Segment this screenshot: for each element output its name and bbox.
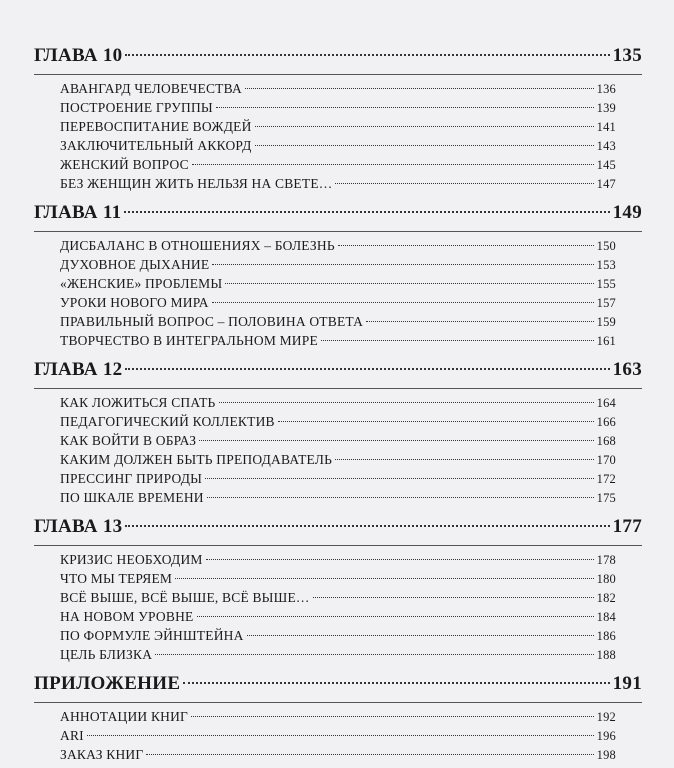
toc-entry — [34, 117, 616, 136]
dot-leader — [146, 754, 593, 755]
toc-entry — [34, 707, 616, 726]
entry-page-number: 172 — [596, 472, 616, 486]
toc-entry — [34, 255, 616, 274]
entry-title: ДИСБАЛАНС В ОТНОШЕНИЯХ – БОЛЕЗНЬ — [60, 238, 335, 253]
toc-entry — [34, 393, 616, 412]
entry-list — [34, 232, 642, 354]
dot-leader — [125, 525, 609, 527]
dot-leader — [247, 635, 594, 636]
chapter-heading — [34, 668, 642, 700]
entry-page-number: 161 — [596, 334, 616, 348]
toc-entry — [34, 331, 616, 350]
entry-title: КАК ВОЙТИ В ОБРАЗ — [60, 433, 197, 448]
entry-title: ЗАКЛЮЧИТЕЛЬНЫЙ АККОРД — [60, 138, 252, 153]
dot-leader — [313, 597, 594, 598]
entry-page-number: 168 — [596, 434, 616, 448]
toc-entry — [34, 431, 616, 450]
chapter-title: ГЛАВА 12 — [34, 359, 123, 380]
entry-title: ПЕДАГОГИЧЕСКИЙ КОЛЛЕКТИВ — [60, 414, 275, 429]
entry-title: БЕЗ ЖЕНЩИН ЖИТЬ НЕЛЬЗЯ НА СВЕТЕ… — [60, 176, 333, 191]
dot-leader — [207, 497, 594, 498]
dot-leader — [183, 682, 609, 684]
entry-page-number: 145 — [596, 158, 616, 172]
toc-entry — [34, 450, 616, 469]
entry-title: ДУХОВНОЕ ДЫХАНИЕ — [60, 257, 210, 272]
entry-page-number: 150 — [596, 239, 616, 253]
toc-entry — [34, 488, 616, 507]
entry-page-number: 136 — [596, 82, 616, 96]
dot-leader — [216, 107, 594, 108]
dot-leader — [335, 183, 593, 184]
toc-entry — [34, 412, 616, 431]
entry-title: АВАНГАРД ЧЕЛОВЕЧЕСТВА — [60, 81, 242, 96]
dot-leader — [124, 211, 609, 213]
entry-title: ПРАВИЛЬНЫЙ ВОПРОС – ПОЛОВИНА ОТВЕТА — [60, 314, 364, 329]
entry-title: АННОТАЦИИ КНИГ — [60, 709, 189, 724]
entry-page-number: 186 — [596, 629, 616, 643]
entry-page-number: 184 — [596, 610, 616, 624]
chapter-page-number: 177 — [612, 516, 642, 537]
dot-leader — [321, 340, 594, 341]
toc-entry — [34, 588, 616, 607]
entry-list — [34, 703, 642, 768]
entry-title: ПОСТРОЕНИЕ ГРУППЫ — [60, 100, 213, 115]
chapter-page-number: 191 — [612, 673, 642, 694]
toc-entry — [34, 745, 616, 764]
entry-title: КРИЗИС НЕОБХОДИМ — [60, 552, 203, 567]
entry-page-number: 139 — [596, 101, 616, 115]
entry-title: ЗАКАЗ КНИГ — [60, 747, 144, 762]
entry-page-number: 192 — [596, 710, 616, 724]
entry-title: УРОКИ НОВОГО МИРА — [60, 295, 209, 310]
entry-title: ЦЕЛЬ БЛИЗКА — [60, 647, 153, 662]
toc-entry — [34, 469, 616, 488]
entry-page-number: 198 — [596, 748, 616, 762]
toc-section — [34, 40, 642, 197]
dot-leader — [205, 478, 594, 479]
entry-page-number: 178 — [596, 553, 616, 567]
chapter-heading — [34, 40, 642, 72]
chapter-heading — [34, 511, 642, 543]
toc-entry — [34, 293, 616, 312]
entry-page-number: 143 — [596, 139, 616, 153]
chapter-title: ГЛАВА 10 — [34, 45, 123, 66]
entry-page-number: 147 — [596, 177, 616, 191]
entry-title: КАКИМ ДОЛЖЕН БЫТЬ ПРЕПОДАВАТЕЛЬ — [60, 452, 333, 467]
toc-entry — [34, 726, 616, 745]
dot-leader — [125, 54, 609, 56]
entry-title: КАК ЛОЖИТЬСЯ СПАТЬ — [60, 395, 216, 410]
dot-leader — [192, 164, 594, 165]
toc-entry — [34, 274, 616, 293]
dot-leader — [212, 264, 593, 265]
entry-title: ПЕРЕВОСПИТАНИЕ ВОЖДЕЙ — [60, 119, 252, 134]
dot-leader — [206, 559, 594, 560]
chapter-page-number: 149 — [612, 202, 642, 223]
dot-leader — [219, 402, 594, 403]
entry-title: ПО ФОРМУЛЕ ЭЙНШТЕЙНА — [60, 628, 244, 643]
entry-title: ЖЕНСКИЙ ВОПРОС — [60, 157, 189, 172]
entry-page-number: 170 — [596, 453, 616, 467]
dot-leader — [225, 283, 593, 284]
entry-page-number: 153 — [596, 258, 616, 272]
entry-page-number: 166 — [596, 415, 616, 429]
toc-entry — [34, 79, 616, 98]
dot-leader — [125, 368, 609, 370]
entry-page-number: 155 — [596, 277, 616, 291]
entry-page-number: 188 — [596, 648, 616, 662]
chapter-page-number: 135 — [612, 45, 642, 66]
toc-entry — [34, 607, 616, 626]
chapter-title: ПРИЛОЖЕНИЕ — [34, 673, 181, 694]
dot-leader — [197, 616, 594, 617]
toc-entry — [34, 312, 616, 331]
entry-list — [34, 546, 642, 668]
dot-leader — [199, 440, 593, 441]
dot-leader — [155, 654, 594, 655]
toc-section — [34, 354, 642, 511]
chapter-title: ГЛАВА 11 — [34, 202, 122, 223]
dot-leader — [191, 716, 594, 717]
dot-leader — [245, 88, 594, 89]
entry-page-number: 164 — [596, 396, 616, 410]
entry-title: ТВОРЧЕСТВО В ИНТЕГРАЛЬНОМ МИРЕ — [60, 333, 318, 348]
dot-leader — [366, 321, 594, 322]
toc-entry — [34, 645, 616, 664]
entry-page-number: 182 — [596, 591, 616, 605]
toc-section — [34, 197, 642, 354]
dot-leader — [338, 245, 594, 246]
dot-leader — [255, 145, 594, 146]
entry-page-number: 180 — [596, 572, 616, 586]
entry-title: ЧТО МЫ ТЕРЯЕМ — [60, 571, 173, 586]
toc-entry — [34, 569, 616, 588]
entry-page-number: 175 — [596, 491, 616, 505]
entry-title: ПРЕССИНГ ПРИРОДЫ — [60, 471, 203, 486]
toc-entry — [34, 136, 616, 155]
toc-entry — [34, 98, 616, 117]
dot-leader — [175, 578, 594, 579]
toc-section — [34, 511, 642, 668]
chapter-heading — [34, 197, 642, 229]
entry-title: ВСЁ ВЫШЕ, ВСЁ ВЫШЕ, ВСЁ ВЫШЕ… — [60, 590, 310, 605]
dot-leader — [212, 302, 594, 303]
toc-entry — [34, 236, 616, 255]
toc-entry — [34, 550, 616, 569]
toc-entry — [34, 155, 616, 174]
dot-leader — [87, 735, 594, 736]
entry-page-number: 159 — [596, 315, 616, 329]
dot-leader — [335, 459, 594, 460]
entry-page-number: 157 — [596, 296, 616, 310]
table-of-contents — [34, 40, 642, 768]
entry-page-number: 141 — [596, 120, 616, 134]
toc-entry — [34, 626, 616, 645]
entry-list — [34, 75, 642, 197]
dot-leader — [278, 421, 594, 422]
chapter-page-number: 163 — [612, 359, 642, 380]
toc-entry — [34, 174, 616, 193]
chapter-heading — [34, 354, 642, 386]
entry-title: ПО ШКАЛЕ ВРЕМЕНИ — [60, 490, 204, 505]
entry-title: НА НОВОМ УРОВНЕ — [60, 609, 194, 624]
toc-section — [34, 668, 642, 768]
chapter-title: ГЛАВА 13 — [34, 516, 123, 537]
dot-leader — [255, 126, 594, 127]
entry-page-number: 196 — [596, 729, 616, 743]
entry-title: ARI — [60, 728, 84, 743]
entry-list — [34, 389, 642, 511]
entry-title: «ЖЕНСКИЕ» ПРОБЛЕМЫ — [60, 276, 223, 291]
